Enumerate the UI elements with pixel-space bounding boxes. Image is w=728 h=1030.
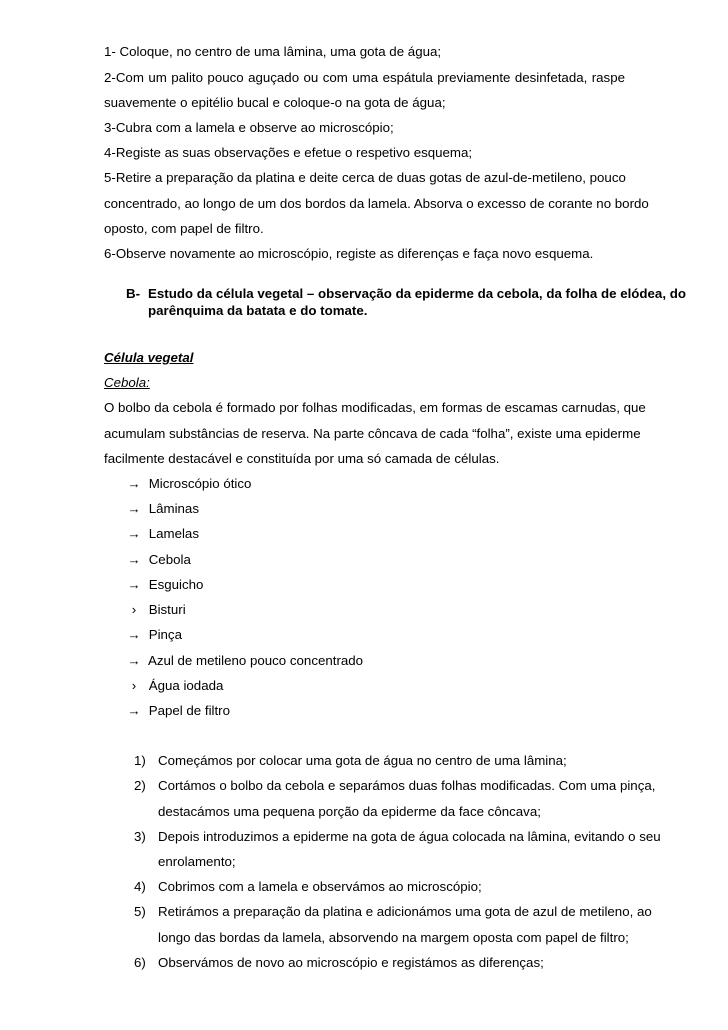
procedure-step-6	[134, 955, 544, 971]
material-label: Cebola	[148, 552, 191, 567]
arrow-icon: →	[127, 552, 141, 567]
material-label: Azul de metileno pouco concentrado	[147, 653, 364, 668]
arrow-icon: →	[127, 703, 141, 718]
material-label: Pinça	[148, 627, 182, 642]
procedure-step-5-cont: longo das bordas da lamela, absorvendo na margem oposta com papel de filtro;	[158, 930, 629, 945]
list-item	[123, 678, 223, 694]
list-item	[123, 627, 182, 643]
arrow-icon: →	[127, 476, 141, 491]
material-label: Bisturi	[148, 602, 186, 617]
step-text: Cobrimos com a lamela e observámos ao microscópio;	[158, 879, 482, 894]
step-number: 4)	[134, 879, 146, 894]
intro-line-3: suavemente o epitélio bucal e coloque-o na gota de água;	[104, 95, 446, 110]
material-label: Papel de filtro	[148, 703, 231, 718]
step-number: 5)	[134, 904, 146, 919]
material-label: Esguicho	[148, 577, 204, 592]
material-label: Água iodada	[148, 678, 224, 693]
intro-line-5: 4-Registe as suas observações e efetue o respetivo esquema;	[104, 145, 473, 160]
procedure-step-3	[134, 829, 661, 845]
heading-celula-vegetal: Célula vegetal	[104, 350, 194, 365]
paragraph-line-2: acumulam substâncias de reserva. Na parte côncava de cada “folha”, existe uma epiderme	[104, 426, 641, 441]
list-item	[123, 703, 230, 719]
procedure-step-2-cont: destacámos uma pequena porção da epiderme da face côncava;	[158, 804, 541, 819]
procedure-step-4	[134, 879, 482, 895]
list-item	[123, 526, 199, 542]
intro-line-9: 6-Observe novamente ao microscópio, registe as diferenças e faça novo esquema.	[104, 246, 594, 261]
intro-line-7: concentrado, ao longo de um dos bordos da lamela. Absorva o excesso de corante no bordo	[104, 196, 649, 211]
list-item	[123, 602, 186, 618]
procedure-step-5	[134, 904, 652, 920]
arrow-icon: →	[127, 653, 141, 668]
arrow-icon: →	[127, 577, 141, 592]
arrow-icon: →	[127, 501, 141, 516]
intro-line-8: oposto, com papel de filtro.	[104, 221, 264, 236]
arrow-icon: →	[127, 526, 141, 541]
step-number: 6)	[134, 955, 146, 970]
section-b-marker: B-	[126, 286, 141, 301]
step-number: 3)	[134, 829, 146, 844]
list-item	[123, 476, 251, 492]
subheading-cebola: Cebola:	[104, 375, 150, 390]
procedure-step-2	[134, 778, 655, 794]
step-text: Cortámos o bolbo da cebola e separámos duas folhas modificadas. Com uma pinça,	[158, 778, 656, 793]
paragraph-line-3: facilmente destacável e constituída por uma só camada de células.	[104, 451, 500, 466]
step-text: Depois introduzimos a epiderme na gota de água colocada na lâmina, evitando o seu	[158, 829, 661, 844]
arrow-icon: →	[127, 627, 141, 642]
material-label: Lâminas	[148, 501, 199, 516]
material-label: Microscópio ótico	[148, 476, 252, 491]
step-text: Observámos de novo ao microscópio e registámos as diferenças;	[158, 955, 544, 970]
section-b-title-line-1: Estudo da célula vegetal – observação da epiderme da cebola, da folha de elódea, do	[148, 286, 686, 301]
step-text: Retirámos a preparação da platina e adicionámos uma gota de azul de metileno, ao	[158, 904, 652, 919]
section-b-title-line-2: parênquima da batata e do tomate.	[148, 303, 368, 318]
intro-line-6: 5-Retire a preparação da platina e deite cerca de duas gotas de azul-de-metileno, pouco	[104, 170, 626, 185]
step-text: Começámos por colocar uma gota de água no centro de uma lâmina;	[158, 753, 567, 768]
list-item	[123, 501, 199, 517]
intro-line-4: 3-Cubra com a lamela e observe ao microscópio;	[104, 120, 394, 135]
step-number: 1)	[134, 753, 146, 768]
procedure-step-1	[134, 753, 567, 769]
list-item	[123, 552, 191, 568]
chevron-right-icon: ›	[131, 602, 137, 617]
list-item	[123, 653, 363, 669]
intro-line-2: 2-Com um palito pouco aguçado ou com uma espátula previamente desinfetada, raspe	[104, 70, 625, 85]
material-label: Lamelas	[148, 526, 199, 541]
procedure-step-3-cont: enrolamento;	[158, 854, 236, 869]
paragraph-line-1: O bolbo da cebola é formado por folhas modificadas, em formas de escamas carnudas, que	[104, 400, 646, 415]
intro-line-1: 1- Coloque, no centro de uma lâmina, uma gota de água;	[104, 44, 442, 59]
step-number: 2)	[134, 778, 146, 793]
list-item	[123, 577, 203, 593]
chevron-right-icon: ›	[131, 678, 137, 693]
